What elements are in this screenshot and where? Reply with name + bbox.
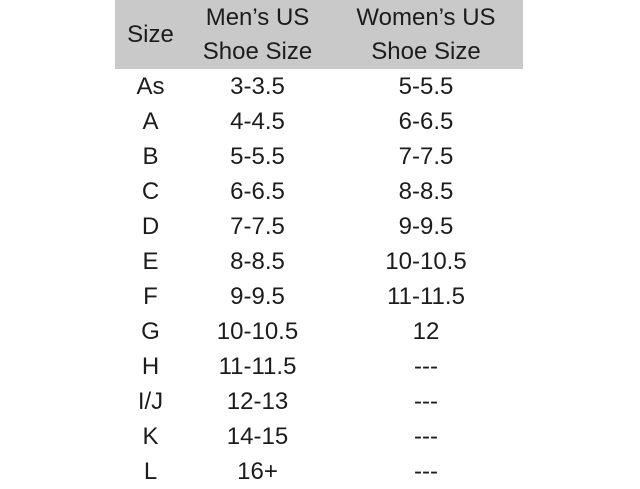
table-row [115, 419, 523, 454]
cell-mens: 14-15 [226, 422, 289, 450]
header-womens-line2: Shoe Size [371, 37, 481, 65]
header-womens-line1: Women’s US [356, 3, 496, 31]
cell-mens: 16+ [237, 457, 278, 485]
table-row [115, 69, 523, 104]
cell-mens: 9-9.5 [230, 282, 285, 310]
header-mens-line2: Shoe Size [202, 37, 313, 65]
cell-mens: 8-8.5 [230, 247, 285, 275]
cell-womens: 6-6.5 [398, 107, 454, 135]
cell-size: B [142, 142, 159, 170]
cell-size: K [142, 422, 159, 450]
cell-womens: 10-10.5 [385, 247, 467, 275]
table-row [115, 104, 523, 139]
cell-mens: 5-5.5 [230, 142, 285, 170]
cell-womens: --- [414, 387, 438, 415]
cell-mens: 11-11.5 [218, 352, 297, 380]
header-size-label: Size [127, 20, 174, 48]
cell-size: I/J [137, 387, 164, 415]
cell-mens: 3-3.5 [230, 72, 285, 100]
cell-size: H [141, 352, 160, 380]
cell-womens: 9-9.5 [398, 212, 454, 240]
header-cell-mens [186, 0, 329, 69]
table-header [115, 0, 523, 69]
cell-womens: 5-5.5 [398, 72, 454, 100]
header-cell-womens [329, 0, 523, 69]
cell-size: A [142, 107, 159, 135]
cell-size: D [141, 212, 160, 240]
cell-size: L [143, 457, 158, 485]
table-row [115, 244, 523, 279]
table-row [115, 349, 523, 384]
cell-womens: --- [414, 422, 438, 450]
cell-womens: --- [414, 352, 438, 380]
cell-size: F [143, 282, 158, 310]
cell-mens: 12-13 [226, 387, 289, 415]
cell-womens: 7-7.5 [398, 142, 454, 170]
cell-womens: 8-8.5 [398, 177, 454, 205]
header-cell-size [115, 0, 186, 69]
cell-womens: 11-11.5 [387, 282, 465, 310]
table-row [115, 314, 523, 349]
cell-womens: 12 [412, 317, 440, 345]
size-chart-table [115, 0, 523, 489]
cell-size: C [141, 177, 160, 205]
table-row [115, 279, 523, 314]
cell-womens: --- [414, 457, 438, 485]
table-row [115, 174, 523, 209]
table-row [115, 209, 523, 244]
header-mens-line1: Men’s US [205, 3, 310, 31]
cell-size: As [136, 72, 165, 100]
cell-mens: 6-6.5 [230, 177, 285, 205]
table-row [115, 384, 523, 419]
cell-size: G [141, 317, 160, 345]
cell-mens: 10-10.5 [216, 317, 299, 345]
cell-mens: 7-7.5 [230, 212, 285, 240]
table-row [115, 139, 523, 174]
cell-size: E [142, 247, 159, 275]
table-row [115, 454, 523, 489]
cell-mens: 4-4.5 [230, 107, 285, 135]
